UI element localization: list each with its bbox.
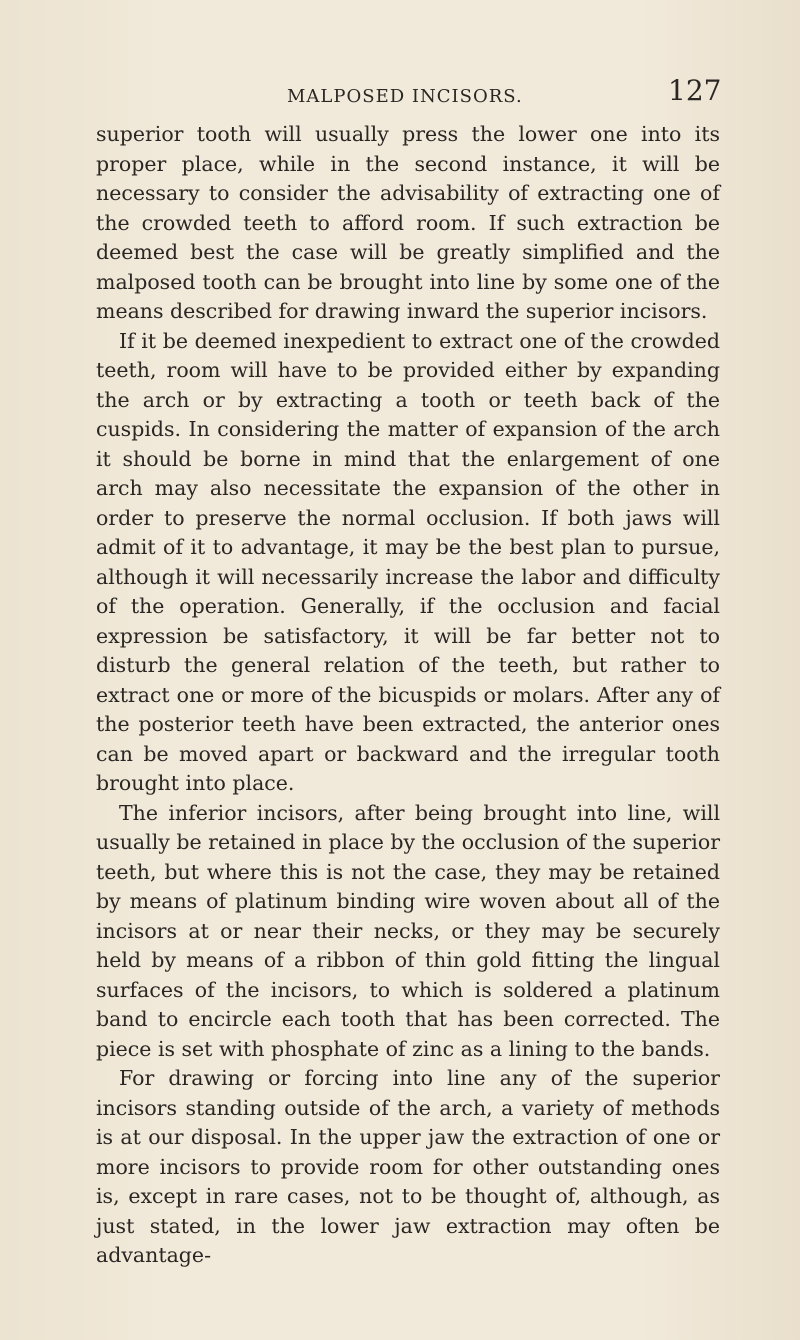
page-header (0, 72, 800, 112)
paragraph: superior tooth will usually press the lower one into its proper place, while in the second instance, it will be necessary to consider the advisability of extracting one of the crowded teeth to afford room. If such extraction be deemed best the case will be greatly simplified and the malposed tooth can be brought into line by some one of the means described for drawing inward the superior incisors. (96, 122, 720, 323)
paragraph: For drawing or forcing into line any of the superior incisors standing outside of the arch, a variety of methods is at our disposal. In the upper jaw the extraction of one or more incisors to provide room for other outstanding ones is, except in rare cases, not to be thought of, although, as just stated, in the lower jaw extraction may often be advantage- (96, 1066, 720, 1267)
page-number: 127 (668, 74, 722, 107)
paragraph: The inferior incisors, after being brought into line, will usually be retained in place by the occlusion of the superior teeth, but where this is not the case, they may be retained by means of platinum binding wire woven about all of the incisors at or near their necks, or they may be securely held by means of a ribbon of thin gold fitting the lingual surfaces of the incisors, to which is soldered a platinum band to encircle each tooth that has been corrected. The piece is set with phosphate of zinc as a lining to the bands. (96, 800, 720, 1061)
running-title: MALPOSED INCISORS. (287, 86, 523, 107)
body-text (96, 120, 720, 1271)
paragraph: If it be deemed inexpedient to extract one of the crowded teeth, room will have to be provided either by expanding the arch or by extracting a tooth or teeth back of the cuspids. In considering the matter of expansion of the arch it should be borne in mind that the enlargement of one arch may also necessitate the expansion of the other in order to preserve the normal occlusion. If both jaws will admit of it to advantage, it may be the best plan to pursue, although it will necessarily increase the labor and difficulty of the operation. Generally, if the occlusion and facial expression be satisfactory, it will be far better not to disturb the general relation of the teeth, but rather to extract one or more of the bicuspids or molars. After any of the posterior teeth have been extracted, the anterior ones can be moved apart or backward and the irregular tooth brought into place. (96, 328, 720, 795)
